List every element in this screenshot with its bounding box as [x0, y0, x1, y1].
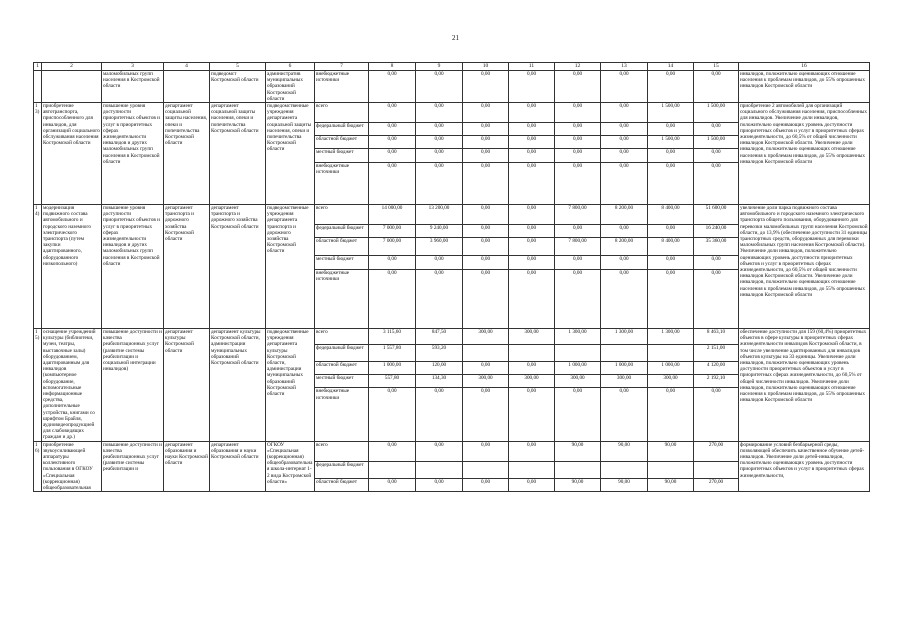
header-cell: 6 — [266, 63, 315, 71]
header-cell: 15 — [694, 63, 739, 71]
amount-cell: 0,00 — [648, 163, 694, 205]
funding-source: всего — [315, 441, 369, 461]
funding-source: внебюджетные источники — [315, 270, 369, 329]
cell-c4: департамент социальной защиты населения, опеки и попечительства Костромской области — [164, 103, 210, 205]
header-cell: 1 — [34, 63, 42, 71]
amount-cell: 0,00 — [463, 149, 509, 163]
amount-cell: 0,00 — [369, 163, 416, 205]
funding-source: внебюджетные источники — [315, 71, 369, 103]
amount-cell: 0,00 — [463, 123, 509, 136]
cell-c5: департамент культуры Костромской области, администрации муниципальных образований Костромской области — [210, 329, 266, 442]
cell-c2: приобретение звукоусиливающей аппаратуры коллективного пользования в ОГКОУ «Специальная (коррекционная) общеобразовательная — [42, 441, 102, 492]
funding-source: федеральный бюджет — [315, 345, 369, 362]
funding-source: областной бюджет — [315, 136, 369, 149]
amount-cell: 0,00 — [555, 71, 601, 103]
amount-cell: 0,00 — [463, 238, 509, 256]
amount-cell: 0,00 — [694, 388, 739, 441]
amount-cell: 0,00 — [463, 103, 509, 123]
table-row — [34, 103, 870, 123]
amount-cell: 300,00 — [509, 329, 555, 345]
amount-cell — [463, 345, 509, 362]
page-number: 21 — [452, 34, 459, 42]
amount-cell: 0,00 — [509, 362, 555, 375]
cell-c6: ОГКОУ «Специальная (коррекционная) общеобразовательная школа-интернат 1-2 вида Костромской области» — [266, 441, 315, 492]
amount-cell: 0,00 — [463, 478, 509, 491]
amount-cell: 0,00 — [601, 256, 648, 270]
expected-result: обеспечение доступности для 159 (60,4%) приоритетных объектов в сфере культуры в приоритетных сферах жизнедеятельности инвалидов Костромской области, в том числе увеличение адаптированных для инвалидов объектов культуры на 33 единицы. Увеличение доли инвалидов, положительно оценивающих уровень доступности приоритетных объектов и услуг в приоритетных сферах жизнедеятельности, до 60,5% от общей численности инвалидов. Увеличение доли инвалидов, положительно оценивающих отношение населения к проблемам инвалидов, до 55% опрошенных инвалидов Костромской области — [739, 329, 870, 442]
amount-cell: 300,00 — [509, 375, 555, 388]
cell-c2 — [42, 71, 102, 103]
amount-cell: 0,00 — [509, 225, 555, 238]
amount-cell: 0,00 — [369, 71, 416, 103]
cell-c6: административ муниципальных образований Костромской области — [266, 71, 315, 103]
cell-c5: департамент транспорта и дорожного хозяйства Костромской области — [210, 205, 266, 329]
cell-c6: подведомственные учреждения департамента культуры Костромской области, администрации муниципальных образований Костромской области — [266, 329, 315, 442]
amount-cell: 0,00 — [555, 103, 601, 123]
amount-cell: 0,00 — [555, 163, 601, 205]
amount-cell: 0,00 — [416, 256, 463, 270]
amount-cell: 300,00 — [555, 375, 601, 388]
amount-cell: 0,00 — [694, 163, 739, 205]
amount-cell: 0,00 — [463, 163, 509, 205]
expected-result: формирование условий безбарьерной среды, позволяющей обеспечить качественное обучение детей-инвалидов. Увеличение доли детей-инвалидов, положительно оценивающих уровень доступности приоритетных объектов и услуг в приоритетных сферах жизнедеятельности, — [739, 441, 870, 492]
amount-cell: 0,00 — [463, 362, 509, 375]
table-row — [34, 205, 870, 225]
amount-cell: 1 300,00 — [555, 329, 601, 345]
amount-cell: 0,00 — [601, 388, 648, 441]
amount-cell: 0,00 — [416, 123, 463, 136]
amount-cell — [601, 461, 648, 478]
funding-source: областной бюджет — [315, 362, 369, 375]
amount-cell: 0,00 — [416, 388, 463, 441]
funding-source: федеральный бюджет — [315, 461, 369, 478]
amount-cell: 0,00 — [509, 478, 555, 491]
amount-cell: 51 600,00 — [694, 205, 739, 225]
amount-cell: 0,00 — [601, 103, 648, 123]
table-row — [34, 71, 870, 103]
amount-cell: 0,00 — [601, 270, 648, 329]
funding-source: всего — [315, 205, 369, 225]
cell-c3: маломобильных групп населения в Костромской области — [102, 71, 164, 103]
amount-cell: 0,00 — [463, 71, 509, 103]
amount-cell: 0,00 — [648, 256, 694, 270]
amount-cell: 0,00 — [416, 163, 463, 205]
cell-c2: оснащение учреждений культуры (библиотеки, музеи, театры, выставочные залы) оборудованием, адаптированным для инвалидов (компьютерное оборудование, вспомогательные информационные средства, дополнительные устройства, книгами со шрифтом Брайля, аудиовидеопродукцией для слабовидящих граждан и др.) — [42, 329, 102, 442]
amount-cell: 16 240,00 — [694, 225, 739, 238]
amount-cell: 1 557,80 — [369, 345, 416, 362]
header-cell: 14 — [648, 63, 694, 71]
table-row — [34, 329, 870, 345]
row-number: 15) — [34, 329, 42, 442]
amount-cell: 4 120,00 — [694, 362, 739, 375]
cell-c5: департамент образования и науки Костромской области — [210, 441, 266, 492]
amount-cell: 1 000,00 — [648, 362, 694, 375]
funding-source: внебюджетные источники — [315, 388, 369, 441]
amount-cell: 0,00 — [555, 270, 601, 329]
row-number: 16) — [34, 441, 42, 492]
amount-cell: 7 800,00 — [555, 205, 601, 225]
amount-cell: 0,00 — [416, 103, 463, 123]
amount-cell: 0,00 — [463, 256, 509, 270]
amount-cell: 0,00 — [694, 123, 739, 136]
row-number: 13) — [34, 103, 42, 205]
funding-source: федеральный бюджет — [315, 225, 369, 238]
amount-cell: 0,00 — [463, 205, 509, 225]
amount-cell: 8 200,00 — [601, 205, 648, 225]
amount-cell: 0,00 — [648, 71, 694, 103]
cell-c3: повышение доступности и качества реабилитационных услуг (развитие системы реабилитации и — [102, 441, 164, 492]
header-cell: 4 — [164, 63, 210, 71]
amount-cell: 0,00 — [509, 136, 555, 149]
amount-cell: 0,00 — [509, 256, 555, 270]
amount-cell: 90,00 — [555, 441, 601, 461]
amount-cell: 0,00 — [694, 270, 739, 329]
cell-c5: департамент социальной защиты населения, опеки и попечительства Костромской области — [210, 103, 266, 205]
funding-source: местный бюджет — [315, 256, 369, 270]
funding-source: областной бюджет — [315, 238, 369, 256]
amount-cell: 300,00 — [463, 375, 509, 388]
amount-cell: 0,00 — [601, 149, 648, 163]
amount-cell: 0,00 — [694, 149, 739, 163]
amount-cell: 0,00 — [416, 441, 463, 461]
amount-cell: 300,00 — [601, 375, 648, 388]
amount-cell: 8 400,00 — [648, 238, 694, 256]
amount-cell: 1 500,00 — [694, 103, 739, 123]
funding-source: внебюджетные источники — [315, 163, 369, 205]
amount-cell: 1 300,00 — [601, 329, 648, 345]
amount-cell: 0,00 — [555, 388, 601, 441]
amount-cell: 0,00 — [463, 270, 509, 329]
header-row — [34, 63, 870, 71]
amount-cell: 2 192,10 — [694, 375, 739, 388]
amount-cell: 0,00 — [369, 441, 416, 461]
amount-cell: 0,00 — [555, 123, 601, 136]
expected-result: приобретение 2 автомобилей для организаций социального обслуживания населения, приспособленных для инвалидов. Увеличение доли инвалидов, положительно оценивающих уровень доступности приоритетных объектов и услуг в приоритетных сферах жизнедеятельности, до 60,5% от общей численности инвалидов Костромской области. Увеличение доли инвалидов, положительно оценивающих отношение населения к проблемам инвалидов, до 55% опрошенных инвалидов Костромской области — [739, 103, 870, 205]
amount-cell: 2 151,00 — [694, 345, 739, 362]
amount-cell: 1 300,00 — [648, 329, 694, 345]
cell-c4: департамент транспорта и дорожного хозяйства Костромской области — [164, 205, 210, 329]
funding-source: всего — [315, 329, 369, 345]
header-cell: 11 — [509, 63, 555, 71]
amount-cell: 0,00 — [509, 238, 555, 256]
amount-cell — [463, 461, 509, 478]
budget-table — [33, 62, 870, 492]
header-cell: 10 — [463, 63, 509, 71]
amount-cell: 0,00 — [694, 71, 739, 103]
amount-cell: 0,00 — [509, 270, 555, 329]
amount-cell — [416, 461, 463, 478]
amount-cell: 0,00 — [555, 225, 601, 238]
cell-c2: модернизация подвижного состава автомобильного и городского наземного электрического транспорта (путем закупки адаптированного, оборудованного низкопольного) — [42, 205, 102, 329]
amount-cell: 0,00 — [601, 225, 648, 238]
amount-cell: 134,30 — [416, 375, 463, 388]
cell-c6: подведомственные учреждения департамента транспорта и дорожного хозяйства Костромской области — [266, 205, 315, 329]
amount-cell: 0,00 — [555, 136, 601, 149]
amount-cell: 0,00 — [555, 256, 601, 270]
amount-cell: 0,00 — [509, 441, 555, 461]
amount-cell: 557,80 — [369, 375, 416, 388]
funding-source: местный бюджет — [315, 375, 369, 388]
amount-cell: 1 500,00 — [648, 103, 694, 123]
header-cell: 8 — [369, 63, 416, 71]
cell-c4 — [164, 71, 210, 103]
cell-c3: повышение уровня доступности приоритетных объектов и услуг в приоритетных сферах жизнедеятельности инвалидов и других маломобильных групп населения в Костромской области — [102, 205, 164, 329]
amount-cell: 1 000,00 — [601, 362, 648, 375]
amount-cell: 0,00 — [601, 136, 648, 149]
amount-cell: 0,00 — [369, 270, 416, 329]
funding-source: федеральный бюджет — [315, 123, 369, 136]
amount-cell: 0,00 — [648, 149, 694, 163]
amount-cell: 0,00 — [648, 388, 694, 441]
amount-cell: 7 000,00 — [369, 238, 416, 256]
amount-cell: 0,00 — [601, 71, 648, 103]
row-number: 14) — [34, 205, 42, 329]
amount-cell: 0,00 — [463, 388, 509, 441]
amount-cell: 0,00 — [369, 388, 416, 441]
amount-cell: 0,00 — [416, 136, 463, 149]
amount-cell: 7 000,00 — [369, 225, 416, 238]
amount-cell: 9 240,00 — [416, 225, 463, 238]
funding-source: областной бюджет — [315, 478, 369, 491]
amount-cell: 1 000,00 — [369, 362, 416, 375]
amount-cell: 90,00 — [648, 441, 694, 461]
cell-c3: повышение уровня доступности приоритетных объектов и услуг в приоритетных сферах жизнедеятельности инвалидов и других маломобильных групп населения в Костромской области — [102, 103, 164, 205]
amount-cell: 0,00 — [509, 149, 555, 163]
amount-cell: 270,00 — [694, 441, 739, 461]
amount-cell: 90,00 — [601, 441, 648, 461]
amount-cell — [369, 461, 416, 478]
amount-cell: 0,00 — [369, 103, 416, 123]
amount-cell — [555, 345, 601, 362]
amount-cell: 0,00 — [601, 123, 648, 136]
amount-cell: 14 000,00 — [369, 205, 416, 225]
header-cell: 7 — [315, 63, 369, 71]
header-cell: 13 — [601, 63, 648, 71]
amount-cell: 13 200,00 — [416, 205, 463, 225]
amount-cell: 0,00 — [601, 163, 648, 205]
amount-cell: 0,00 — [369, 149, 416, 163]
amount-cell — [555, 461, 601, 478]
funding-source: местный бюджет — [315, 149, 369, 163]
amount-cell: 0,00 — [648, 225, 694, 238]
amount-cell: 0,00 — [509, 388, 555, 441]
amount-cell: 270,00 — [694, 478, 739, 491]
amount-cell: 1 500,00 — [694, 136, 739, 149]
amount-cell: 8 200,00 — [601, 238, 648, 256]
header-cell: 2 — [42, 63, 102, 71]
amount-cell: 0,00 — [416, 270, 463, 329]
amount-cell: 90,00 — [601, 478, 648, 491]
amount-cell — [601, 345, 648, 362]
amount-cell: 0,00 — [648, 123, 694, 136]
amount-cell: 8 400,00 — [648, 205, 694, 225]
header-cell: 3 — [102, 63, 164, 71]
amount-cell: 7 800,00 — [555, 238, 601, 256]
amount-cell: 0,00 — [509, 163, 555, 205]
amount-cell: 1 000,00 — [555, 362, 601, 375]
amount-cell: 300,00 — [463, 329, 509, 345]
amount-cell: 0,00 — [509, 123, 555, 136]
header-cell: 16 — [739, 63, 870, 71]
amount-cell: 0,00 — [369, 478, 416, 491]
header-cell: 12 — [555, 63, 601, 71]
amount-cell: 8 463,10 — [694, 329, 739, 345]
amount-cell — [648, 461, 694, 478]
amount-cell: 847,50 — [416, 329, 463, 345]
cell-c4: департамент образования и науки Костромской области — [164, 441, 210, 492]
expected-result: инвалидов, положительно оценивающих отношение населения к проблемам инвалидов, до 55% опрошенных инвалидов Костромской области — [739, 71, 870, 103]
cell-c3: повышение доступности и качества реабилитационных услуг (развитие системы реабилитации и социальной интеграции инвалидов) — [102, 329, 164, 442]
amount-cell: 0,00 — [463, 136, 509, 149]
amount-cell: 1 500,00 — [648, 136, 694, 149]
amount-cell: 3 960,00 — [416, 238, 463, 256]
amount-cell: 593,20 — [416, 345, 463, 362]
amount-cell: 3 115,60 — [369, 329, 416, 345]
amount-cell: 0,00 — [369, 136, 416, 149]
cell-c4: департамент культуры Костромской области — [164, 329, 210, 442]
amount-cell — [509, 461, 555, 478]
cell-c2: приобретение автотранспорта, приспособленного для инвалидов, для организаций социального обслуживания населения Костромской области — [42, 103, 102, 205]
amount-cell — [648, 345, 694, 362]
header-cell: 5 — [210, 63, 266, 71]
amount-cell: 0,00 — [463, 225, 509, 238]
amount-cell: 0,00 — [509, 71, 555, 103]
amount-cell: 35 360,00 — [694, 238, 739, 256]
amount-cell — [694, 461, 739, 478]
amount-cell: 0,00 — [555, 149, 601, 163]
amount-cell: 0,00 — [509, 103, 555, 123]
amount-cell: 0,00 — [509, 205, 555, 225]
amount-cell: 0,00 — [648, 270, 694, 329]
amount-cell: 0,00 — [369, 123, 416, 136]
amount-cell: 0,00 — [416, 149, 463, 163]
amount-cell: 300,00 — [648, 375, 694, 388]
amount-cell: 90,00 — [555, 478, 601, 491]
cell-c5: подведомст Костромской области — [210, 71, 266, 103]
amount-cell: 0,00 — [416, 478, 463, 491]
cell-c6: подведомственные учреждения департамента социальной защиты населения, опеки и попечительства Костромской области — [266, 103, 315, 205]
funding-source: всего — [315, 103, 369, 123]
table-row — [34, 441, 870, 461]
amount-cell — [509, 345, 555, 362]
expected-result: увеличение доли парка подвижного состава автомобильного и городского наземного электрического транспорта общего пользования, оборудованного для перевозки маломобильных групп населения Костромской области, до 13,9% (обеспечение доступности 31 единицы транспортных средств, оборудованных для перевозки маломобильных групп населения Костромской области). Увеличение доли инвалидов, положительно оценивающих уровень доступности приоритетных объектов и услуг в приоритетных сферах жизнедеятельности, до 60,5% от общей численности инвалидов Костромской области. Увеличение доли инвалидов, положительно оценивающих отношение населения к проблемам инвалидов, до 55% опрошенных инвалидов Костромской области — [739, 205, 870, 329]
amount-cell: 0,00 — [369, 256, 416, 270]
amount-cell: 120,00 — [416, 362, 463, 375]
header-cell: 9 — [416, 63, 463, 71]
row-number — [34, 71, 42, 103]
amount-cell: 0,00 — [694, 256, 739, 270]
amount-cell: 0,00 — [416, 71, 463, 103]
amount-cell: 90,00 — [648, 478, 694, 491]
amount-cell: 0,00 — [463, 441, 509, 461]
